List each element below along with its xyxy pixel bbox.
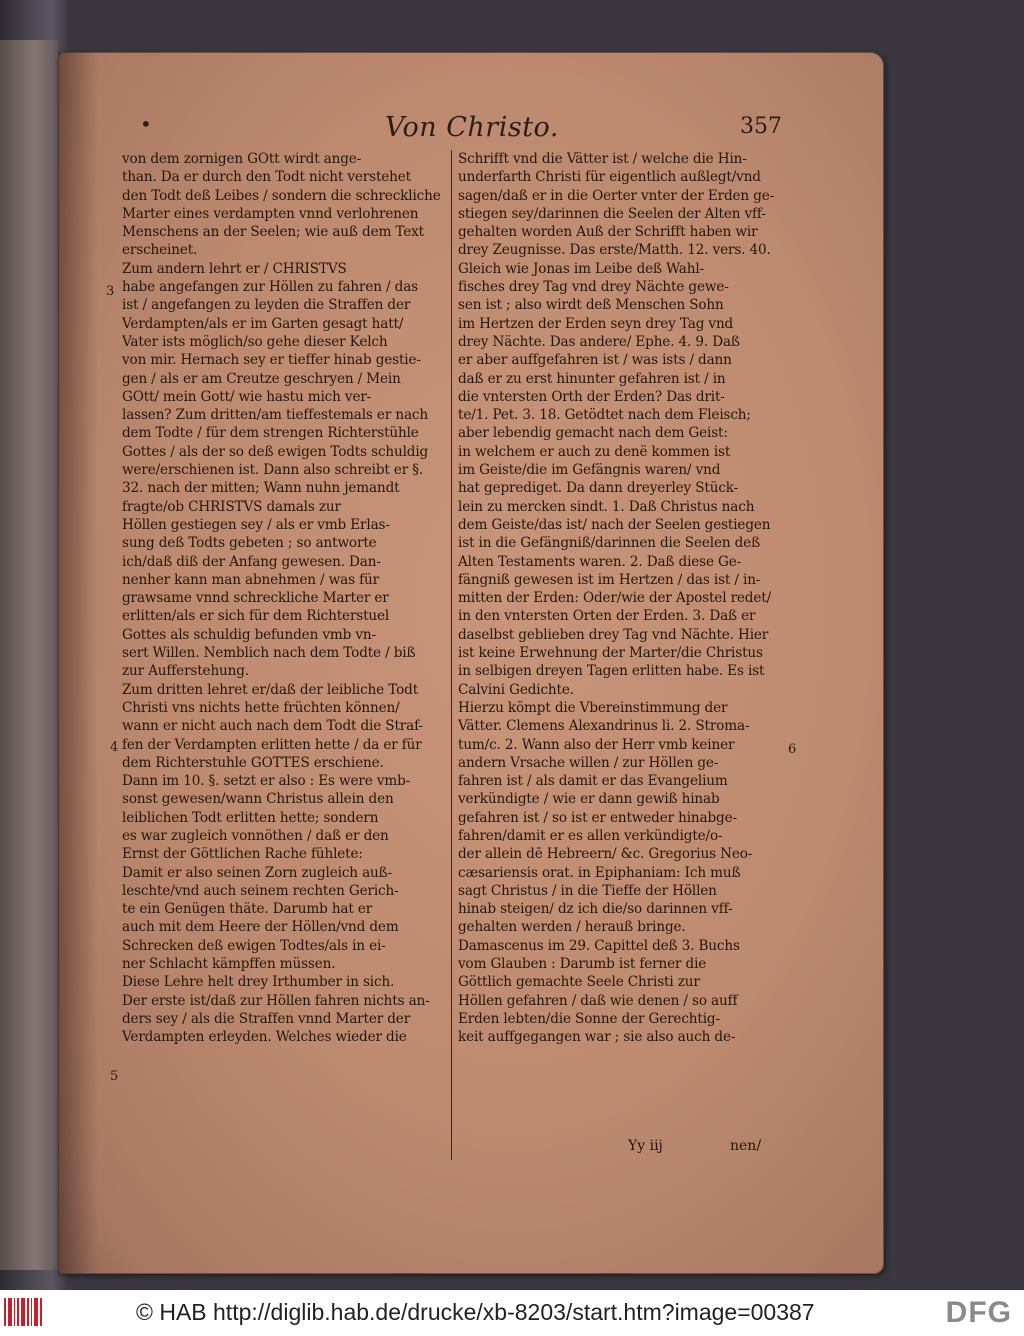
text-line: den Todt deß Leibes / sondern die schreckliche [122,187,441,204]
text-line: von mir. Hernach sey er tieffer hinab gestie- [122,352,421,369]
text-line: sonst gewesen/wann Christus allein den [122,791,394,808]
text-line: sagen/daß er in die Oerter vnter der Erden ge- [458,187,775,204]
text-line: Erden lebten/die Sonne der Gerechtig- [458,1010,720,1027]
viewer-footer-bar [0,1290,1024,1336]
column-divider [451,150,452,1160]
text-line: die vntersten Orth der Erden? Das drit- [458,388,725,405]
text-line: daß er zu erst hinunter gefahren ist / in [458,370,726,387]
text-line: leiblichen Todt erlitten hette; sondern [122,809,379,826]
text-line: 32. nach der mitten; Wann nuhn jemandt [122,480,400,497]
text-line: dem Todte / für dem strengen Richterstühle [122,425,419,442]
text-line: drey Nächte. Das andere/ Ephe. 4. 9. Daß [458,333,740,350]
text-line: ist / angefangen zu leyden die Straffen der [122,297,411,314]
text-line: lassen? Zum dritten/am tieffestemals er nach [122,407,428,424]
text-line: hinab steigen/ dz ich die/so darinnen vff- [458,901,733,918]
text-line: von dem zornigen GOtt wirdt ange- [122,151,362,167]
text-line: Ernst der Göttlichen Rache fühlete: [122,846,363,863]
previous-page-edge [0,40,58,1270]
text-line: Gottes als schuldig befunden vmb vn- [122,626,376,643]
text-line: in den vntersten Orten der Erden. 3. Daß er [458,608,756,625]
text-line: habe angefangen zur Höllen zu fahren / das [122,279,418,296]
text-line: Schrifft vnd die Vätter ist / welche die Hin- [458,151,747,167]
text-line: Verdampten/als er im Garten gesagt hatt/ [122,315,404,332]
text-line: im Hertzen der Erden seyn drey Tag vnd [458,315,734,332]
margin-number: 4 [110,740,119,755]
text-line: te ein Genügen thäte. Darumb hat er [122,901,373,918]
gutter-shadow [58,52,98,1274]
text-line: Calvini Gedichte. [458,681,574,698]
text-line: keit auffgegangen war ; sie also auch de- [458,1029,736,1046]
page-header [120,112,790,148]
margin-number: 3 [106,284,115,299]
text-line: Damit er also seinen Zorn zugleich auß- [122,864,393,881]
text-line: dem Richterstuhle GOTTES erschiene. [122,754,384,771]
text-line: gen / als er am Creutze geschryen / Mein [122,370,401,387]
text-line: in selbigen dreyen Tagen erlitten habe. Es ist [458,663,765,680]
text-line: mitten der Erden: Oder/wie der Apostel redet/ [458,590,771,607]
text-line: erscheinet. [122,242,198,259]
text-line: Göttlich gemachte Seele Christi zur [458,974,700,991]
text-line: Damascenus im 29. Capittel deß 3. Buchs [458,937,740,954]
text-line: Zum andern lehrt er / CHRISTVS [122,260,347,277]
text-line: hat geprediget. Da dann dreyerley Stück- [458,480,739,497]
text-line: sagt Christus / in die Tieffe der Höllen [458,882,717,899]
dfg-logo: DFG [945,1296,1012,1329]
left-text-column [122,150,444,1047]
page-number: 357 [740,114,782,139]
text-line: Diese Lehre helt drey Irthumber in sich. [122,974,395,991]
text-line: Vätter. Clemens Alexandrinus li. 2. Stroma- [458,718,750,735]
text-line: Gleich wie Jonas im Leibe deß Wahl- [458,260,704,277]
hab-barcode-icon [4,1298,42,1326]
text-line: leschte/vnd auch seinem rechten Gerich- [122,882,399,899]
ornament-dot: • [140,112,152,136]
text-line: sert Willen. Nemblich nach dem Todte / biß [122,645,416,662]
text-line: GOtt/ mein Gott/ wie hastu mich ver- [122,388,372,405]
text-line: im Geiste/die im Gefängnis waren/ vnd [458,462,721,479]
text-line: Hierzu kömpt die Vbereinstimmung der [458,699,728,716]
text-line: zur Aufferstehung. [122,663,249,680]
text-line: ich/daß diß der Anfang gewesen. Dan- [122,553,381,570]
text-line: daselbst geblieben drey Tag vnd Nächte. Hier [458,626,769,643]
text-line: Der erste ist/daß zur Höllen fahren nichts an- [122,992,430,1009]
running-title: Von Christo. [385,112,559,143]
text-line: stiegen sey/darinnen die Seelen der Alten vff- [458,205,766,222]
text-line: auch mit dem Heere der Höllen/vnd dem [122,919,399,936]
text-line: fragte/ob CHRISTVS damals zur [122,498,341,515]
text-line: fahren ist / als damit er das Evangelium [458,773,728,790]
text-line: were/erschienen ist. Dann also schreibt er §. [122,462,424,479]
text-line: sung deß Todts gebeten ; so antworte [122,535,377,552]
text-line: ist in die Gefängniß/darinnen die Seelen deß [458,535,761,552]
text-line: Menschens an der Seelen; wie auß dem Text [122,224,424,241]
text-line: Höllen gestiegen sey / als er vmb Erlas- [122,516,390,533]
text-line: er aber auffgefahren ist / was ists / dann [458,352,732,369]
text-line: der allein dē Hebreern/ &c. Gregorius Neo- [458,846,753,863]
text-line: tum/c. 2. Wann also der Herr vmb keiner [458,736,735,753]
text-line: gehalten werden / herauß bringe. [458,919,686,936]
text-line: lein zu mercken sindt. 1. Daß Christus nach [458,498,755,515]
text-line: vom Glauben : Darumb ist ferner die [458,956,707,973]
signature-mark: Yy iij [628,1138,663,1154]
text-line: underfarth Christi für eigentlich außlegt/vnd [458,169,761,186]
text-line: wann er nicht auch nach dem Todt die Straf- [122,718,423,735]
text-line: Verdampten erleyden. Welches wieder die [122,1029,407,1046]
text-line: Gottes / als der so deß ewigen Todts schuldig [122,443,429,460]
text-line: grawsame vnnd schreckliche Marter er [122,590,389,607]
text-line: es war zugleich vonnöthen / daß er den [122,827,389,844]
right-text-column [458,150,784,1047]
text-line: verkündigte / wie er dann gewiß hinab [458,791,720,808]
text-line: Dann im 10. §. setzt er also : Es were vmb- [122,773,411,790]
text-line: Zum dritten lehret er/daß der leibliche Todt [122,681,419,698]
text-line: nenher kann man abnehmen / was für [122,571,379,588]
text-line: fen der Verdampten erlitten hette / da er für [122,736,422,753]
text-line: Alten Testaments waren. 2. Daß diese Ge- [458,553,742,570]
margin-number: 5 [110,1069,119,1084]
text-line: Vater ists möglich/so gehe dieser Kelch [122,333,388,350]
text-line: fahren/damit er es allen verkündigte/o- [458,827,723,844]
text-line: gehalten worden Auß der Schrifft haben wir [458,224,758,241]
text-line: te/1. Pet. 3. 18. Getödtet nach dem Fleisch; [458,407,751,424]
text-line: ders sey / als die Straffen vnnd Marter der [122,1010,411,1027]
margin-number: 6 [788,742,797,757]
text-line: dem Geiste/das ist/ nach der Seelen gestiegen [458,516,771,533]
text-line: Christi vns nichts hette früchten können/ [122,699,400,716]
text-line: sen ist ; also wirdt deß Menschen Sohn [458,297,724,314]
text-line: erlitten/als er sich für dem Richterstuel [122,608,390,625]
text-line: andern Vrsache willen / zur Höllen ge- [458,754,719,771]
text-line: ist keine Erwehnung der Marter/die Christus [458,645,763,662]
text-line: than. Da er durch den Todt nicht verstehet [122,169,411,186]
catchword: nen/ [730,1138,762,1154]
text-line: gefahren ist / so ist er entweder hinabge- [458,809,737,826]
text-line: in welchem er auch zu denë kommen ist [458,443,731,460]
source-credit-link[interactable]: © HAB http://diglib.hab.de/drucke/xb-8203/start.htm?image=00387 [136,1299,815,1325]
text-line: fängniß gewesen ist im Hertzen / das ist / in- [458,571,761,588]
text-line: cæsariensis orat. in Epiphaniam: Ich muß [458,864,741,881]
text-line: drey Zeugnisse. Das erste/Matth. 12. vers. 40. [458,242,771,259]
text-line: Höllen gefahren / daß wie denen / so auff [458,992,738,1009]
text-line: ner Schlacht kämpffen müssen. [122,956,336,973]
text-line: Marter eines verdampten vnnd verlohrenen [122,205,419,222]
text-line: fisches drey Tag vnd drey Nächte gewe- [458,279,729,296]
text-line: Schrecken deß ewigen Todtes/als in ei- [122,937,386,954]
text-line: aber lebendig gemacht nach dem Geist: [458,425,728,442]
